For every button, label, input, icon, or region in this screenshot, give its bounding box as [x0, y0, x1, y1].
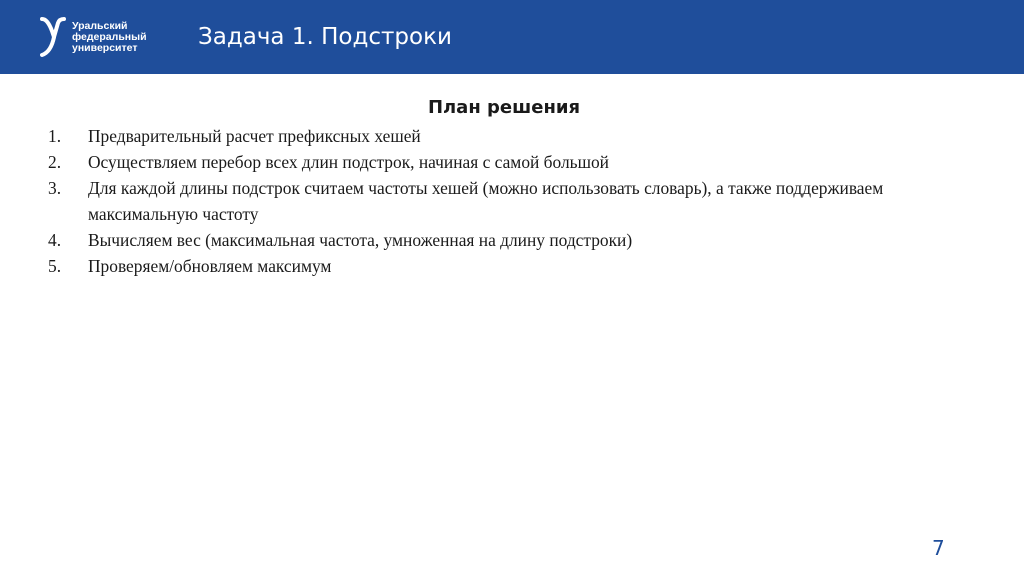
- list-item: [40, 227, 980, 253]
- logo-line-1: Уральский: [72, 19, 128, 32]
- list-item: [40, 149, 980, 175]
- university-logo: [40, 15, 147, 59]
- university-logo-mark-icon: [40, 15, 66, 59]
- university-logo-text: [72, 21, 147, 54]
- list-item-text: Предварительный расчет префиксных хешей: [88, 126, 421, 146]
- slide-title: Задача 1. Подстроки: [198, 24, 452, 50]
- slide-content: [40, 95, 980, 279]
- list-item: [40, 123, 980, 149]
- list-item-text: Вычисляем вес (максимальная частота, умноженная на длину подстроки): [88, 230, 633, 250]
- list-item-text: Для каждой длины подстрок считаем частоты хешей (можно использовать словарь), а также поддерживаем максимальную частоту: [88, 178, 884, 224]
- slide-header: [0, 0, 1024, 74]
- plan-heading: План решения: [427, 97, 581, 118]
- list-item-number: 2.: [48, 152, 62, 172]
- plan-list: [40, 123, 980, 279]
- list-item-number: 5.: [48, 256, 62, 276]
- list-item: [40, 175, 980, 227]
- list-item-text: Осуществляем перебор всех длин подстрок, начиная с самой большой: [88, 152, 609, 172]
- list-item-number: 4.: [48, 230, 62, 250]
- list-item: [40, 253, 980, 279]
- page-number: 7: [932, 536, 945, 560]
- list-item-number: 1.: [48, 126, 62, 146]
- list-item-number: 3.: [48, 178, 62, 198]
- list-item-text: Проверяем/обновляем максимум: [88, 256, 332, 276]
- logo-line-3: университет: [72, 41, 138, 54]
- logo-line-2: федеральный: [72, 30, 147, 43]
